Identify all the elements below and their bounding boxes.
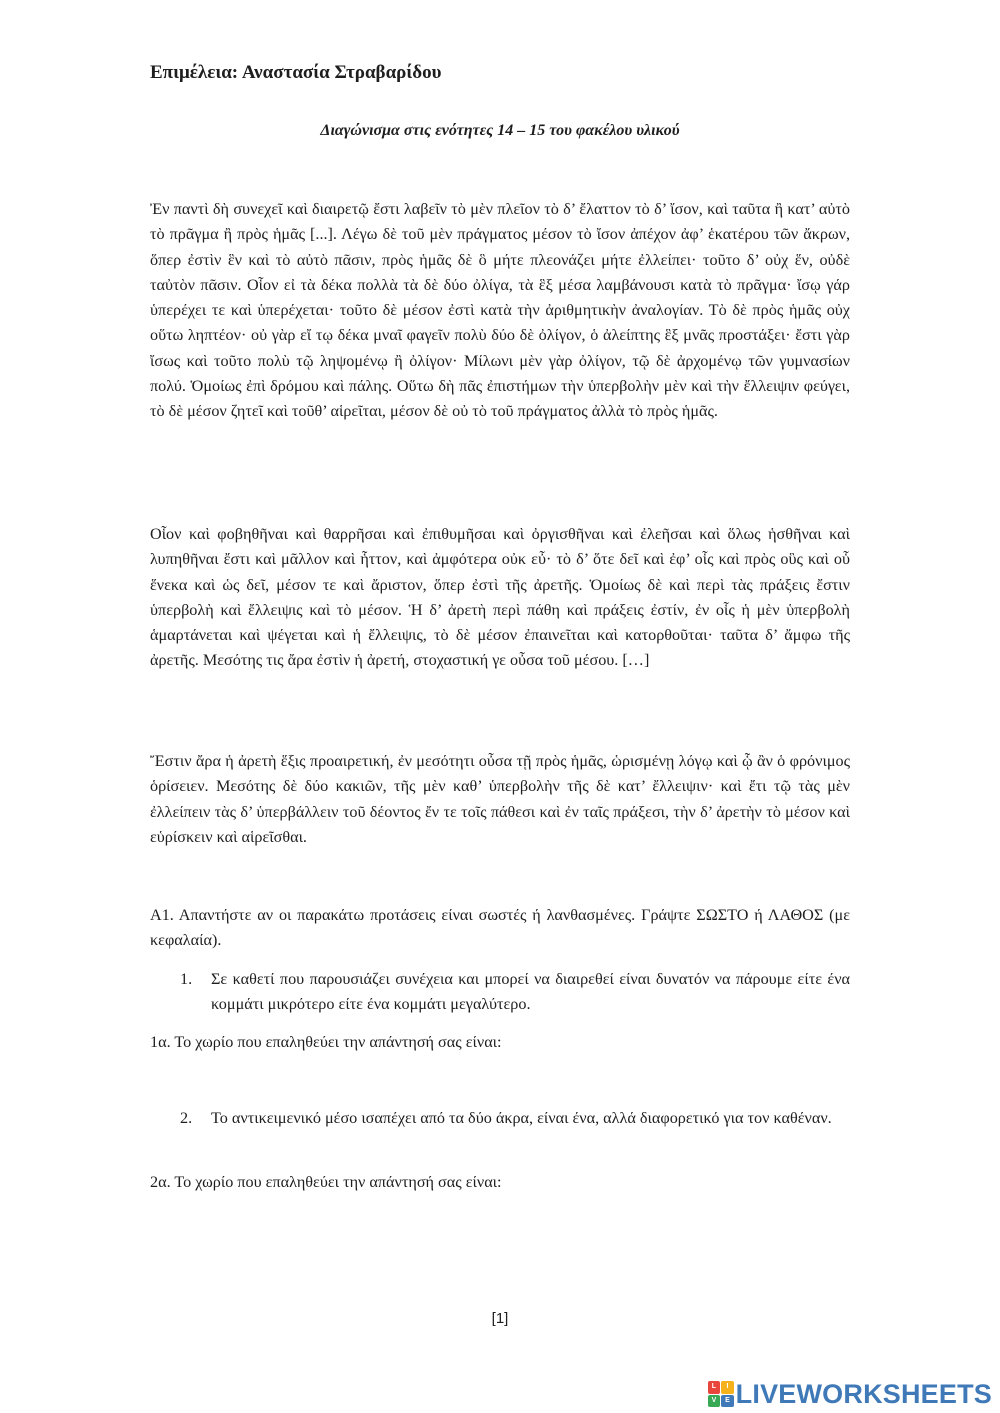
statement-number: 1. <box>180 970 193 988</box>
author-credit: Επιμέλεια: Αναστασία Στραβαρίδου <box>150 62 442 83</box>
liveworksheets-logo-icon <box>708 1381 734 1407</box>
logo-tile-e: E <box>721 1395 734 1408</box>
page-number: [1] <box>491 1310 509 1327</box>
statement-number: 2. <box>180 1109 193 1127</box>
logo-tile-v: V <box>708 1395 721 1408</box>
liveworksheets-logo <box>708 1378 992 1410</box>
liveworksheets-logo-text: LIVEWORKSHEETS <box>735 1378 992 1409</box>
statement-item-2 <box>180 1106 850 1131</box>
statement-item-1 <box>180 967 850 1018</box>
logo-tile-i: I <box>721 1381 734 1394</box>
question-a1-instructions: Α1. Απαντήστε αν οι παρακάτω προτάσεις είναι σωστές ή λανθασμένες. Γράψτε ΣΩΣΤΟ ή ΛΑΘΟΣ (με κεφαλαία). <box>150 906 850 950</box>
answer-prompt-2a: 2α. Το χωρίο που επαληθεύει την απάντησή σας είναι: <box>150 1173 502 1191</box>
logo-tile-l: L <box>708 1381 721 1394</box>
ancient-text-passage-1: Ἐν παντὶ δὴ συνεχεῖ καὶ διαιρετῷ ἔστι λαβεῖν τὸ μὲν πλεῖον τὸ δ’ ἔλαττον τὸ δ’ ἴσον, καὶ ταῦτα ἢ κατ’ αὐτὸ τὸ πρᾶγμα ἢ πρὸς ἡμᾶς [...]. Λέγω δὲ τοῦ μὲν πράγματος μέσον τὸ ἴσον ἀπέχον ἀφ’ ἑκατέρου τῶν ἄκρων, ὅπερ ἐστὶν ἓν καὶ τὸ αὐτὸ πᾶσιν, πρὸς ἡμᾶς δὲ ὃ μήτε πλεονάζει μήτε ἐλλείπει· τοῦτο δ’ οὐχ ἕν, οὐδὲ ταὐτὸν πᾶσιν. Οἷον εἰ τὰ δέκα πολλὰ τὰ δὲ δύο ὀλίγα, τὰ ἓξ μέσα λαμβάνουσι κατὰ τὸ πρᾶγμα· ἴσῳ γάρ ὑπερέχει τε καὶ ὑπερέχεται· τοῦτο δὲ μέσον ἐστὶ κατὰ τὴν ἀριθμητικὴν ἀναλογίαν. Τὸ δὲ πρὸς ἡμᾶς οὐχ οὕτω ληπτέον· οὐ γὰρ εἴ τῳ δέκα μναῖ φαγεῖν πολὺ δύο δὲ ὀλίγον, ὁ ἀλείπτης ἓξ μνᾶς προστάξει· ἔστι γὰρ ἴσως καὶ τοῦτο πολὺ τῷ ληψομένῳ ἢ ὀλίγον· Μίλωνι μὲν γὰρ ὀλίγον, τῷ δὲ ἀρχομένῳ τῶν γυμνασίων πολύ. Ὁμοίως ἐπὶ δρόμου καὶ πάλης. Οὕτω δὴ πᾶς ἐπιστήμων τὴν ὑπερβολὴν μὲν καὶ τὴν ἔλλειψιν φεύγει, τὸ δὲ μέσον ζητεῖ καὶ τοῦθ’ αἱρεῖται, μέσον δὲ οὐ τὸ τοῦ πράγματος ἀλλὰ τὸ πρὸς ἡμᾶς. <box>150 200 850 421</box>
test-title: Διαγώνισμα στις ενότητες 14 – 15 του φακέλου υλικού <box>320 122 680 139</box>
ancient-text-passage-3: Ἔστιν ἄρα ἡ ἀρετὴ ἕξις προαιρετική, ἐν μεσότητι οὖσα τῇ πρὸς ἡμᾶς, ὡρισμένῃ λόγῳ καὶ ᾧ ἂν ὁ φρόνιμος ὁρίσειεν. Μεσότης δὲ δύο κακιῶν, τῆς μὲν καθ’ ὑπερβολὴν τῆς δὲ κατ’ ἔλλειψιν· καὶ ἔτι τῷ τὰς μὲν ἐλλείπειν τὰς δ’ ὑπερβάλλειν τοῦ δέοντος ἔν τε τοῖς πάθεσι καὶ ἐν ταῖς πράξεσι, τὴν δ’ ἀρετὴν τὸ μέσον καὶ εὑρίσκειν καὶ αἱρεῖσθαι. <box>150 752 850 846</box>
statement-text: Το αντικειμενικό μέσο ισαπέχει από τα δύο άκρα, είναι ένα, αλλά διαφορετικό για τον καθέναν. <box>211 1109 832 1127</box>
answer-prompt-1a: 1α. Το χωρίο που επαληθεύει την απάντησή σας είναι: <box>150 1033 502 1051</box>
statement-text: Σε καθετί που παρουσιάζει συνέχεια και μπορεί να διαιρεθεί είναι δυνατόν να πάρουμε είτε ένα κομμάτι μικρότερο είτε ένα κομμάτι μεγαλύτερο. <box>211 970 850 1014</box>
ancient-text-passage-2: Οἷον καὶ φοβηθῆναι καὶ θαρρῆσαι καὶ ἐπιθυμῆσαι καὶ ὀργισθῆναι καὶ ἐλεῆσαι καὶ ὅλως ἡσθῆναι καὶ λυπηθῆναι ἔστι καὶ μᾶλλον καὶ ἧττον, καὶ ἀμφότερα οὐκ εὖ· τὸ δ’ ὅτε δεῖ καὶ ἐφ’ οἷς καὶ πρὸς οὓς καὶ οὗ ἕνεκα καὶ ὡς δεῖ, μέσον τε καὶ ἄριστον, ὅπερ ἐστὶ τῆς ἀρετῆς. Ὁμοίως δὲ καὶ περὶ τὰς πράξεις ἔστιν ὑπερβολὴ καὶ ἔλλειψις καὶ τὸ μέσον. Ἡ δ’ ἀρετὴ περὶ πάθη καὶ πράξεις ἐστίν, ἐν οἷς ἡ μὲν ὑπερβολὴ ἁμαρτάνεται καὶ ψέγεται καὶ ἡ ἔλλειψις, τὸ δὲ μέσον ἐπαινεῖται καὶ κατορθοῦται· ταῦτα δ’ ἄμφω τῆς ἀρετῆς. Μεσότης τις ἄρα ἐστὶν ἡ ἀρετή, στοχαστική γε οὖσα τοῦ μέσου. […] <box>150 525 850 670</box>
